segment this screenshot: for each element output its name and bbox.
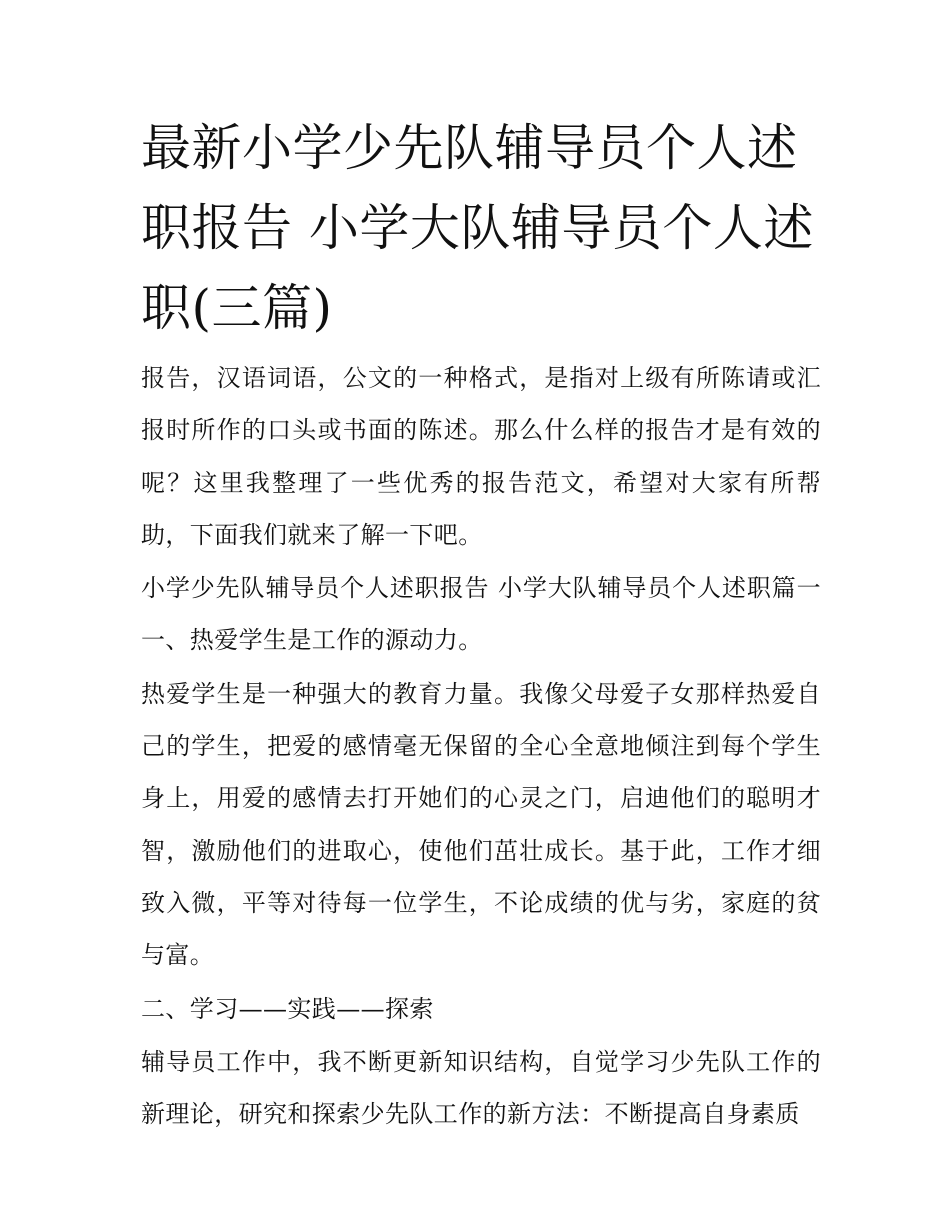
- intro-paragraph: 报告，汉语词语，公文的一种格式，是指对上级有所陈请或汇报时所作的口头或书面的陈述。那么什么样的报告才是有效的呢？这里我整理了一些优秀的报告范文，希望对大家有所帮助，下面我们就来了解一下吧。: [141, 364, 821, 549]
- document-title: 最新小学少先队辅导员个人述职报告 小学大队辅导员个人述职(三篇): [141, 119, 814, 337]
- body-paragraph: 辅导员工作中，我不断更新知识结构，自觉学习少先队工作的新理论，研究和探索少先队工作的新方法：不断提高自身素质: [141, 1047, 821, 1129]
- section-heading-paragraph: 小学少先队辅导员个人述职报告 小学大队辅导员个人述职篇一 一、热爱学生是工作的源动力。: [141, 574, 821, 655]
- body-paragraph: 热爱学生是一种强大的教育力量。我像父母爱子女那样热爱自己的学生，把爱的感情毫无保留的全心全意地倾注到每个学生身上，用爱的感情去打开她们的心灵之门，启迪他们的聪明才智，激励他们的进取心，使他们茁壮成长。基于此，工作才细致入微，平等对待每一位学生，不论成绩的优与劣，家庭的贫与富。: [141, 679, 821, 970]
- section-heading-paragraph: 二、学习——实践——探索: [141, 994, 434, 1023]
- document-body: [141, 352, 821, 1141]
